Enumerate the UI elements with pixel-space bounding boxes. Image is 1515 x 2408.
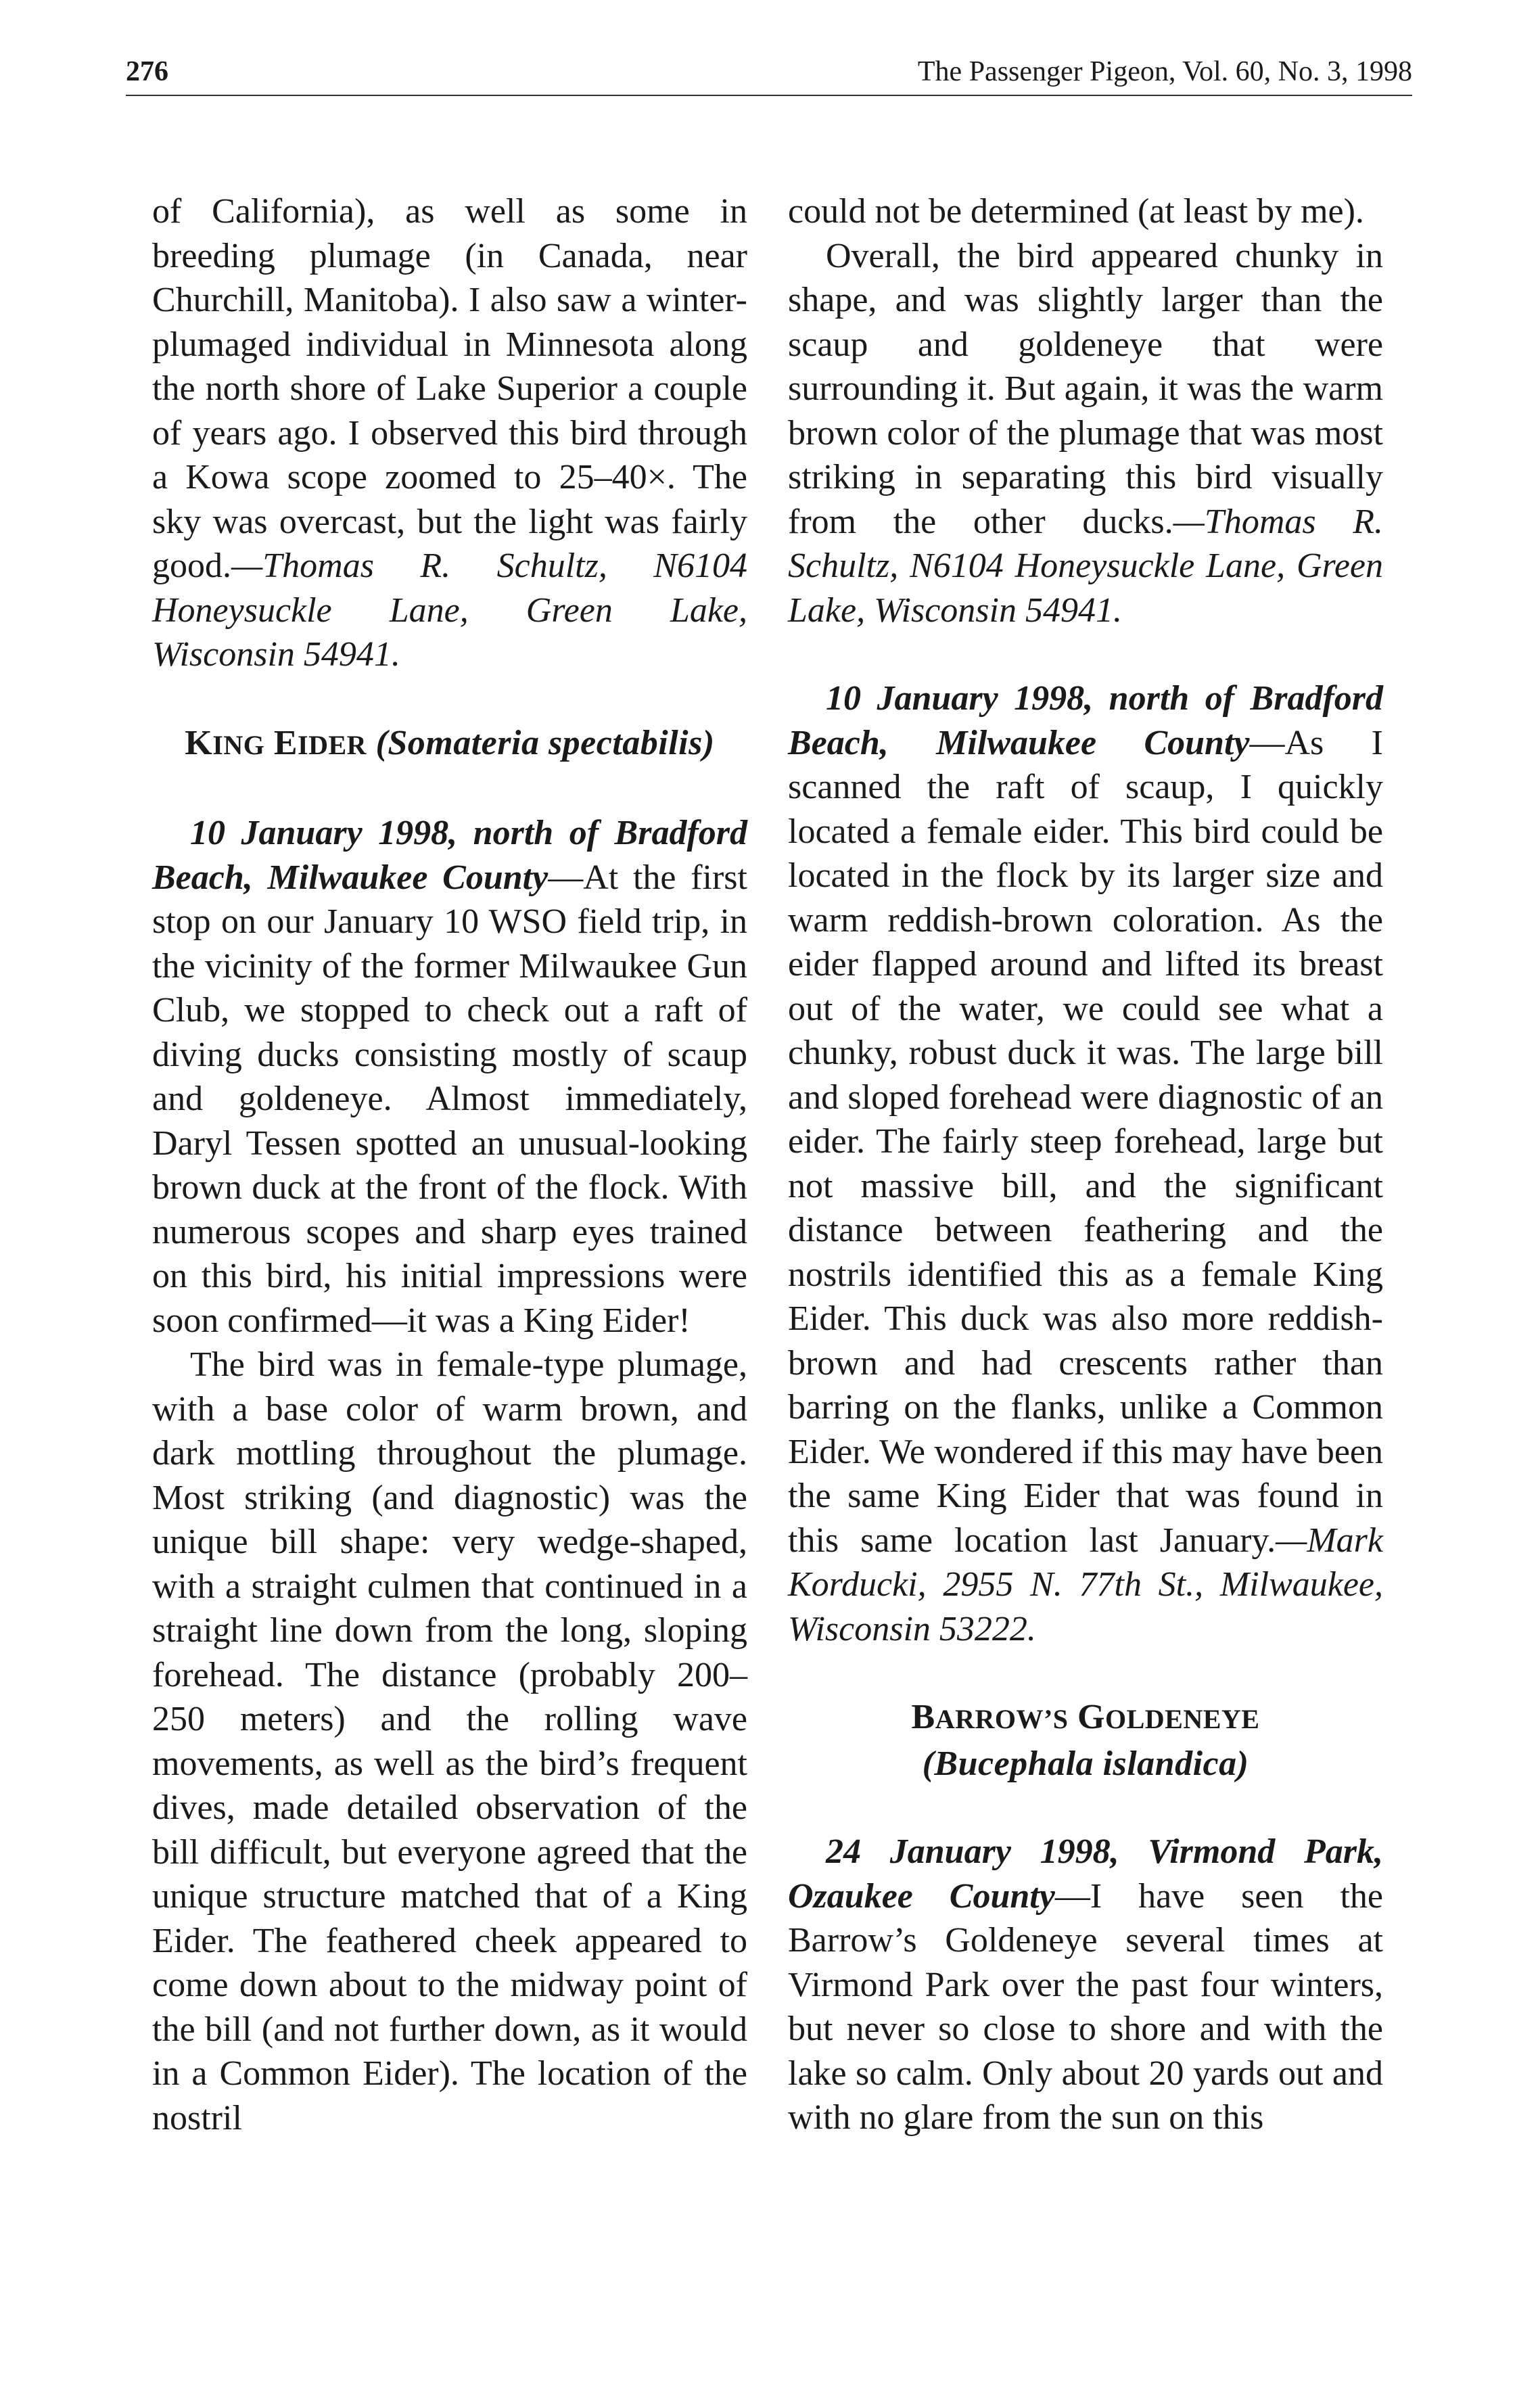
left-column — [152, 189, 747, 2140]
paragraph-text: The bird was in female-type plumage, with a base color of warm brown, and dark mottling throughout the plumage. Most striking (and diagnostic) was the unique bill shape: very wedge-shaped, with a straight culmen that continued in a straight line down from the long, sloping forehead. The distance (probably 200–250 meters) and the rolling wave movements, as well as the bird’s frequent dives, made detailed observation of the bill difficult, but everyone agreed that the unique structure matched that of a King Eider. The feathered cheek appeared to come down about to the midway point of the bill (and not further down, as it would in a Common Eider). The location of the nostril — [152, 1345, 747, 2137]
heading-smallcaps: ARROW’S — [935, 1704, 1069, 1734]
paragraph — [152, 1343, 747, 2140]
author-signature: —Mark Korducki, 2955 N. 77th St., Milwaukee, Wisconsin 53222. — [788, 1521, 1383, 1648]
heading-cap: G — [1077, 1698, 1105, 1736]
paragraph — [788, 676, 1383, 1651]
latin-name: (Somateria spectabilis) — [375, 723, 715, 762]
heading-smallcaps: IDER — [298, 729, 367, 760]
paragraph — [788, 234, 1383, 633]
paragraph-text: of California), as well as some in breeding plumage (in Canada, near Churchill, Manitoba). I also saw a winter-plumaged individual in Minnesota along the north shore of Lake Superior a couple of years ago. I observed this bird through a Kowa scope zoomed to 25–40×. The sky was overcast, but the light was fairly good. — [152, 192, 747, 585]
paragraph-text: —I have seen the Barrow’s Goldeneye several times at Virmond Park over the past four winters, but never so close to shore and with the lake so calm. Only about 20 yards out and with no glare from the sun on this — [788, 1876, 1383, 2137]
heading-cap: K — [185, 723, 213, 762]
paragraph — [152, 811, 747, 1343]
dateline: 24 January 1998, Virmond Park, Ozaukee County — [788, 1832, 1383, 1916]
latin-name: (Bucephala islandica) — [922, 1744, 1249, 1783]
paragraph — [788, 189, 1383, 234]
heading-cap: E — [273, 723, 298, 762]
paragraph — [152, 189, 747, 677]
dateline: 10 January 1998, north of Bradford Beach, Milwaukee County — [788, 679, 1383, 762]
author-signature: —Thomas R. Schultz, N6104 Honeysuckle Lane, Green Lake, Wisconsin 54941. — [152, 547, 747, 674]
dateline: 10 January 1998, north of Bradford Beach, Milwaukee County — [152, 814, 747, 897]
paragraph-text: Overall, the bird appeared chunky in shape, and was slightly larger than the scaup and goldeneye that were surrounding it. But again, it was the warm brown color of the plumage that was most striking in separating this bird visually from the other ducks. — [788, 236, 1383, 541]
heading-smallcaps: OLDENEYE — [1104, 1704, 1260, 1734]
author-signature: —Thomas R. Schultz, N6104 Honeysuckle Lane, Green Lake, Wisconsin 54941. — [788, 502, 1383, 630]
paragraph-text: could not be determined (at least by me). — [788, 192, 1364, 231]
journal-citation: The Passenger Pigeon, Vol. 60, No. 3, 1998 — [917, 56, 1412, 87]
header-rule — [126, 95, 1412, 96]
paragraph — [788, 1830, 1383, 2140]
section-heading-king-eider — [152, 721, 747, 768]
section-heading-barrows-goldeneye — [788, 1695, 1383, 1742]
running-head — [126, 53, 1412, 91]
page-number: 276 — [126, 56, 168, 87]
heading-cap: B — [911, 1698, 935, 1736]
heading-smallcaps: ING — [212, 729, 265, 760]
right-column — [788, 189, 1383, 2140]
paragraph-text: —As I scanned the raft of scaup, I quickly located a female eider. This bird could be located in the flock by its larger size and warm reddish-brown coloration. As the eider flapped around and lifted its breast out of the water, we could see what a chunky, robust duck it was. The large bill and sloped forehead were diagnostic of an eider. The fairly steep forehead, large but not massive bill, and the significant distance between feathering and the nostrils identified this as a female King Eider. This duck was also more reddish-brown and had crescents rather than barring on the flanks, unlike a Common Eider. We wondered if this may have been the same King Eider that was found in this same location last January. — [788, 723, 1383, 1560]
paragraph-text: —At the first stop on our January 10 WSO field trip, in the vicinity of the former Milwaukee Gun Club, we stopped to check out a raft of diving ducks consisting mostly of scaup and goldeneye. Almost immediately, Daryl Tessen spotted an unusual-looking brown duck at the front of the flock. With numerous scopes and sharp eyes trained on this bird, his initial impressions were soon confirmed—it was a King Eider! — [152, 858, 747, 1340]
section-latin-line — [788, 1742, 1383, 1786]
